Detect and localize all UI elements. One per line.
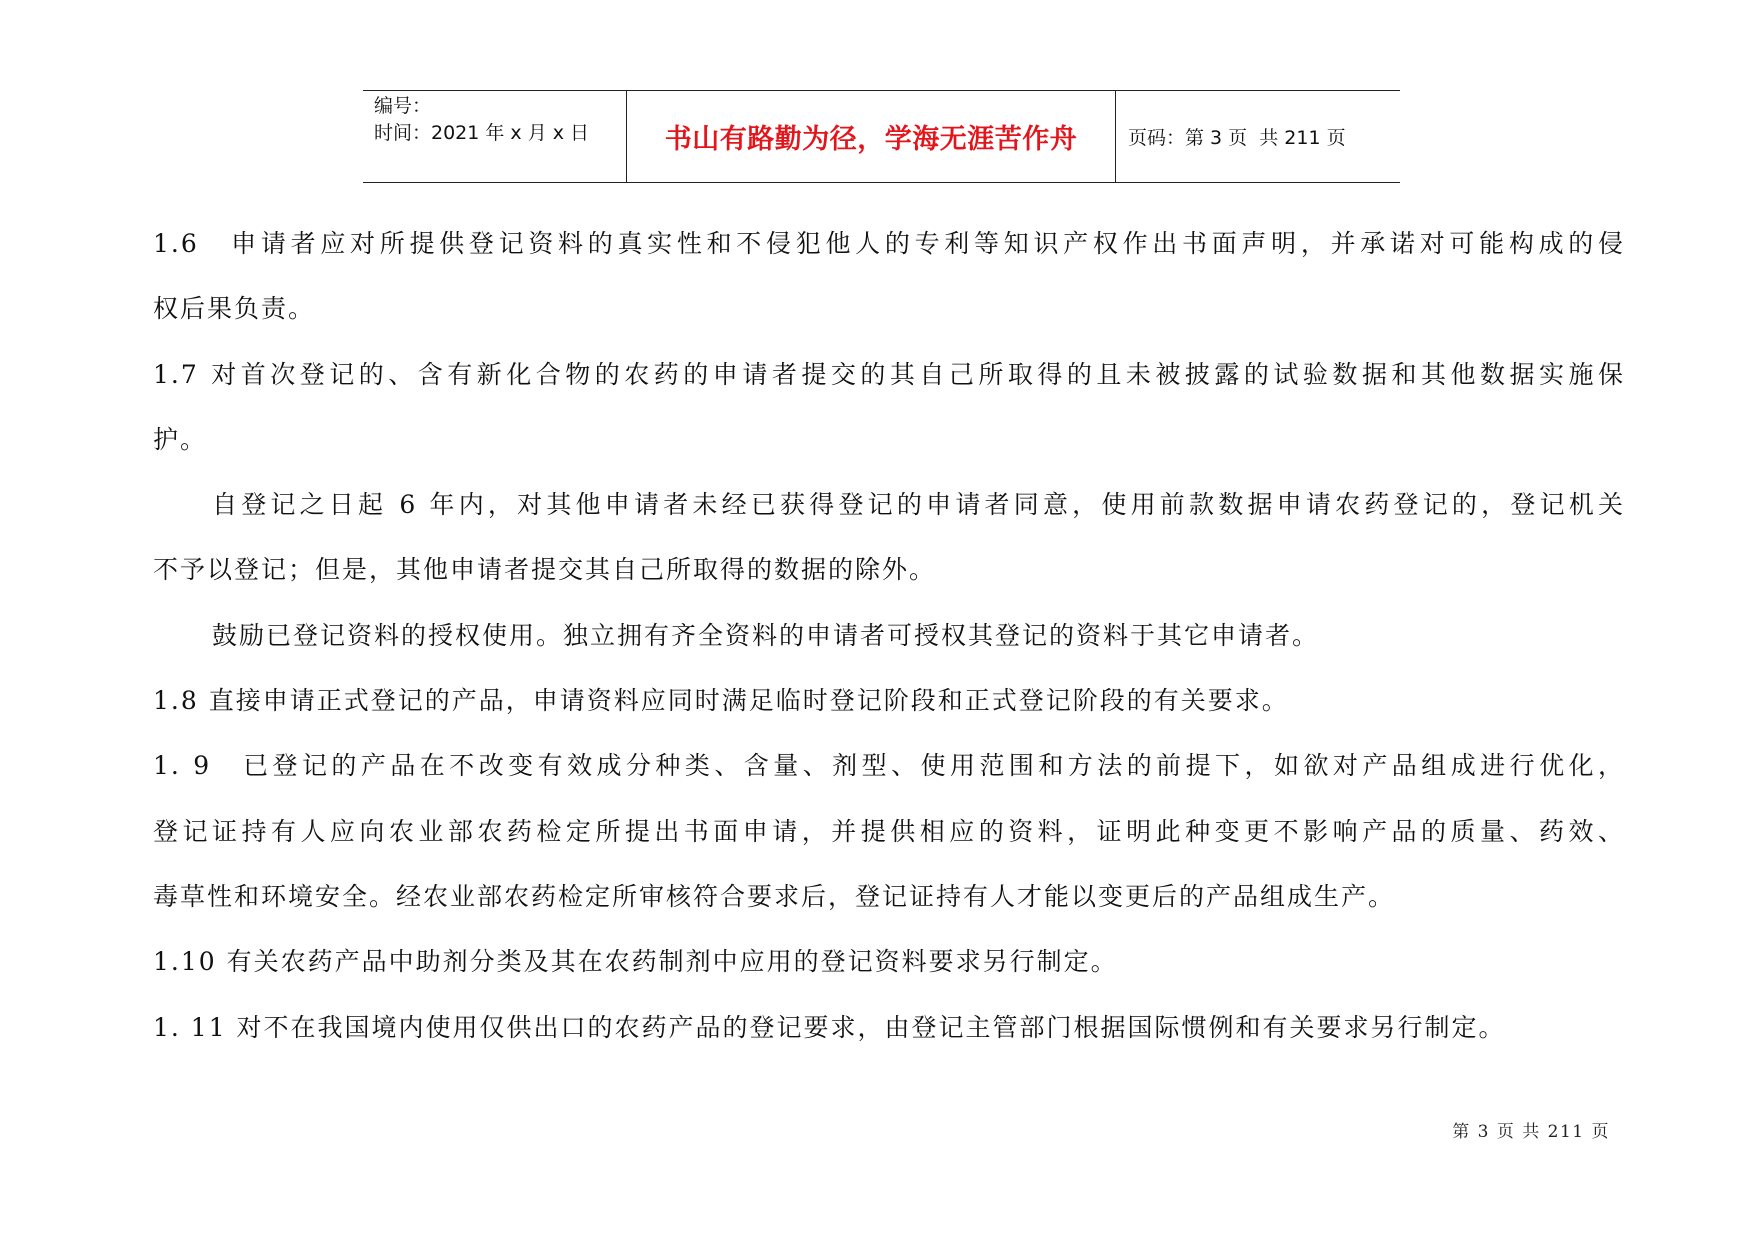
document-number-label: 编号： [374,95,432,117]
header-page-cell [1116,91,1400,182]
paragraph-line: 1. 11 对不在我国境内使用仅供出口的农药产品的登记要求，由登记主管部门根据国际惯例和有关要求另行制定。 [153,1012,1506,1042]
paragraph-line: 自登记之日起 6 年内，对其他申请者未经已获得登记的申请者同意，使用前款数据申请农药登记的，登记机关 [212,490,1625,520]
paragraph-line: 不予以登记；但是，其他申请者提交其自己所取得的数据的除外。 [153,555,937,585]
paragraph-line: 登记证持有人应向农业部农药检定所提出书面申请，并提供相应的资料，证明此种变更不影响产品的质量、药效、 [153,816,1625,846]
paragraph-line: 鼓励已登记资料的授权使用。独立拥有齐全资料的申请者可授权其登记的资料于其它申请者。 [212,620,1320,650]
document-body [153,211,1625,1060]
paragraph-line: 1.7 对首次登记的、含有新化合物的农药的申请者提交的其自己所取得的且未被披露的试验数据和其他数据实施保 [153,359,1625,389]
paragraph-line: 权后果负责。 [153,294,316,324]
document-time-label: 时间：2021 年 x 月 x 日 [374,122,590,144]
paragraph-line: 毒草性和环境安全。经农业部农药检定所审核符合要求后，登记证持有人才能以变更后的产品组成生产。 [153,881,1396,911]
header-meta-cell [363,91,626,182]
paragraph-line: 1. 9 已登记的产品在不改变有效成分种类、含量、剂型、使用范围和方法的前提下，如欲对产品组成进行优化， [153,751,1625,781]
page-footer: 第 3 页 共 211 页 [1452,1122,1610,1142]
paragraph-line: 1.10 有关农药产品中助剂分类及其在农药制剂中应用的登记资料要求另行制定。 [153,947,1118,977]
paragraph-line: 护。 [153,424,208,454]
paragraph-line: 1.6 申请者应对所提供登记资料的真实性和不侵犯他人的专利等知识产权作出书面声明，并承诺对可能构成的侵 [153,229,1625,258]
page-header [363,90,1400,183]
header-motto-cell [626,91,1116,182]
header-page-info: 页码：第 3 页 共 211 页 [1128,127,1346,149]
paragraph-line: 1.8 直接申请正式登记的产品，申请资料应同时满足临时登记阶段和正式登记阶段的有关要求。 [153,686,1289,716]
header-motto: 书山有路勤为径，学海无涯苦作舟 [664,124,1078,155]
